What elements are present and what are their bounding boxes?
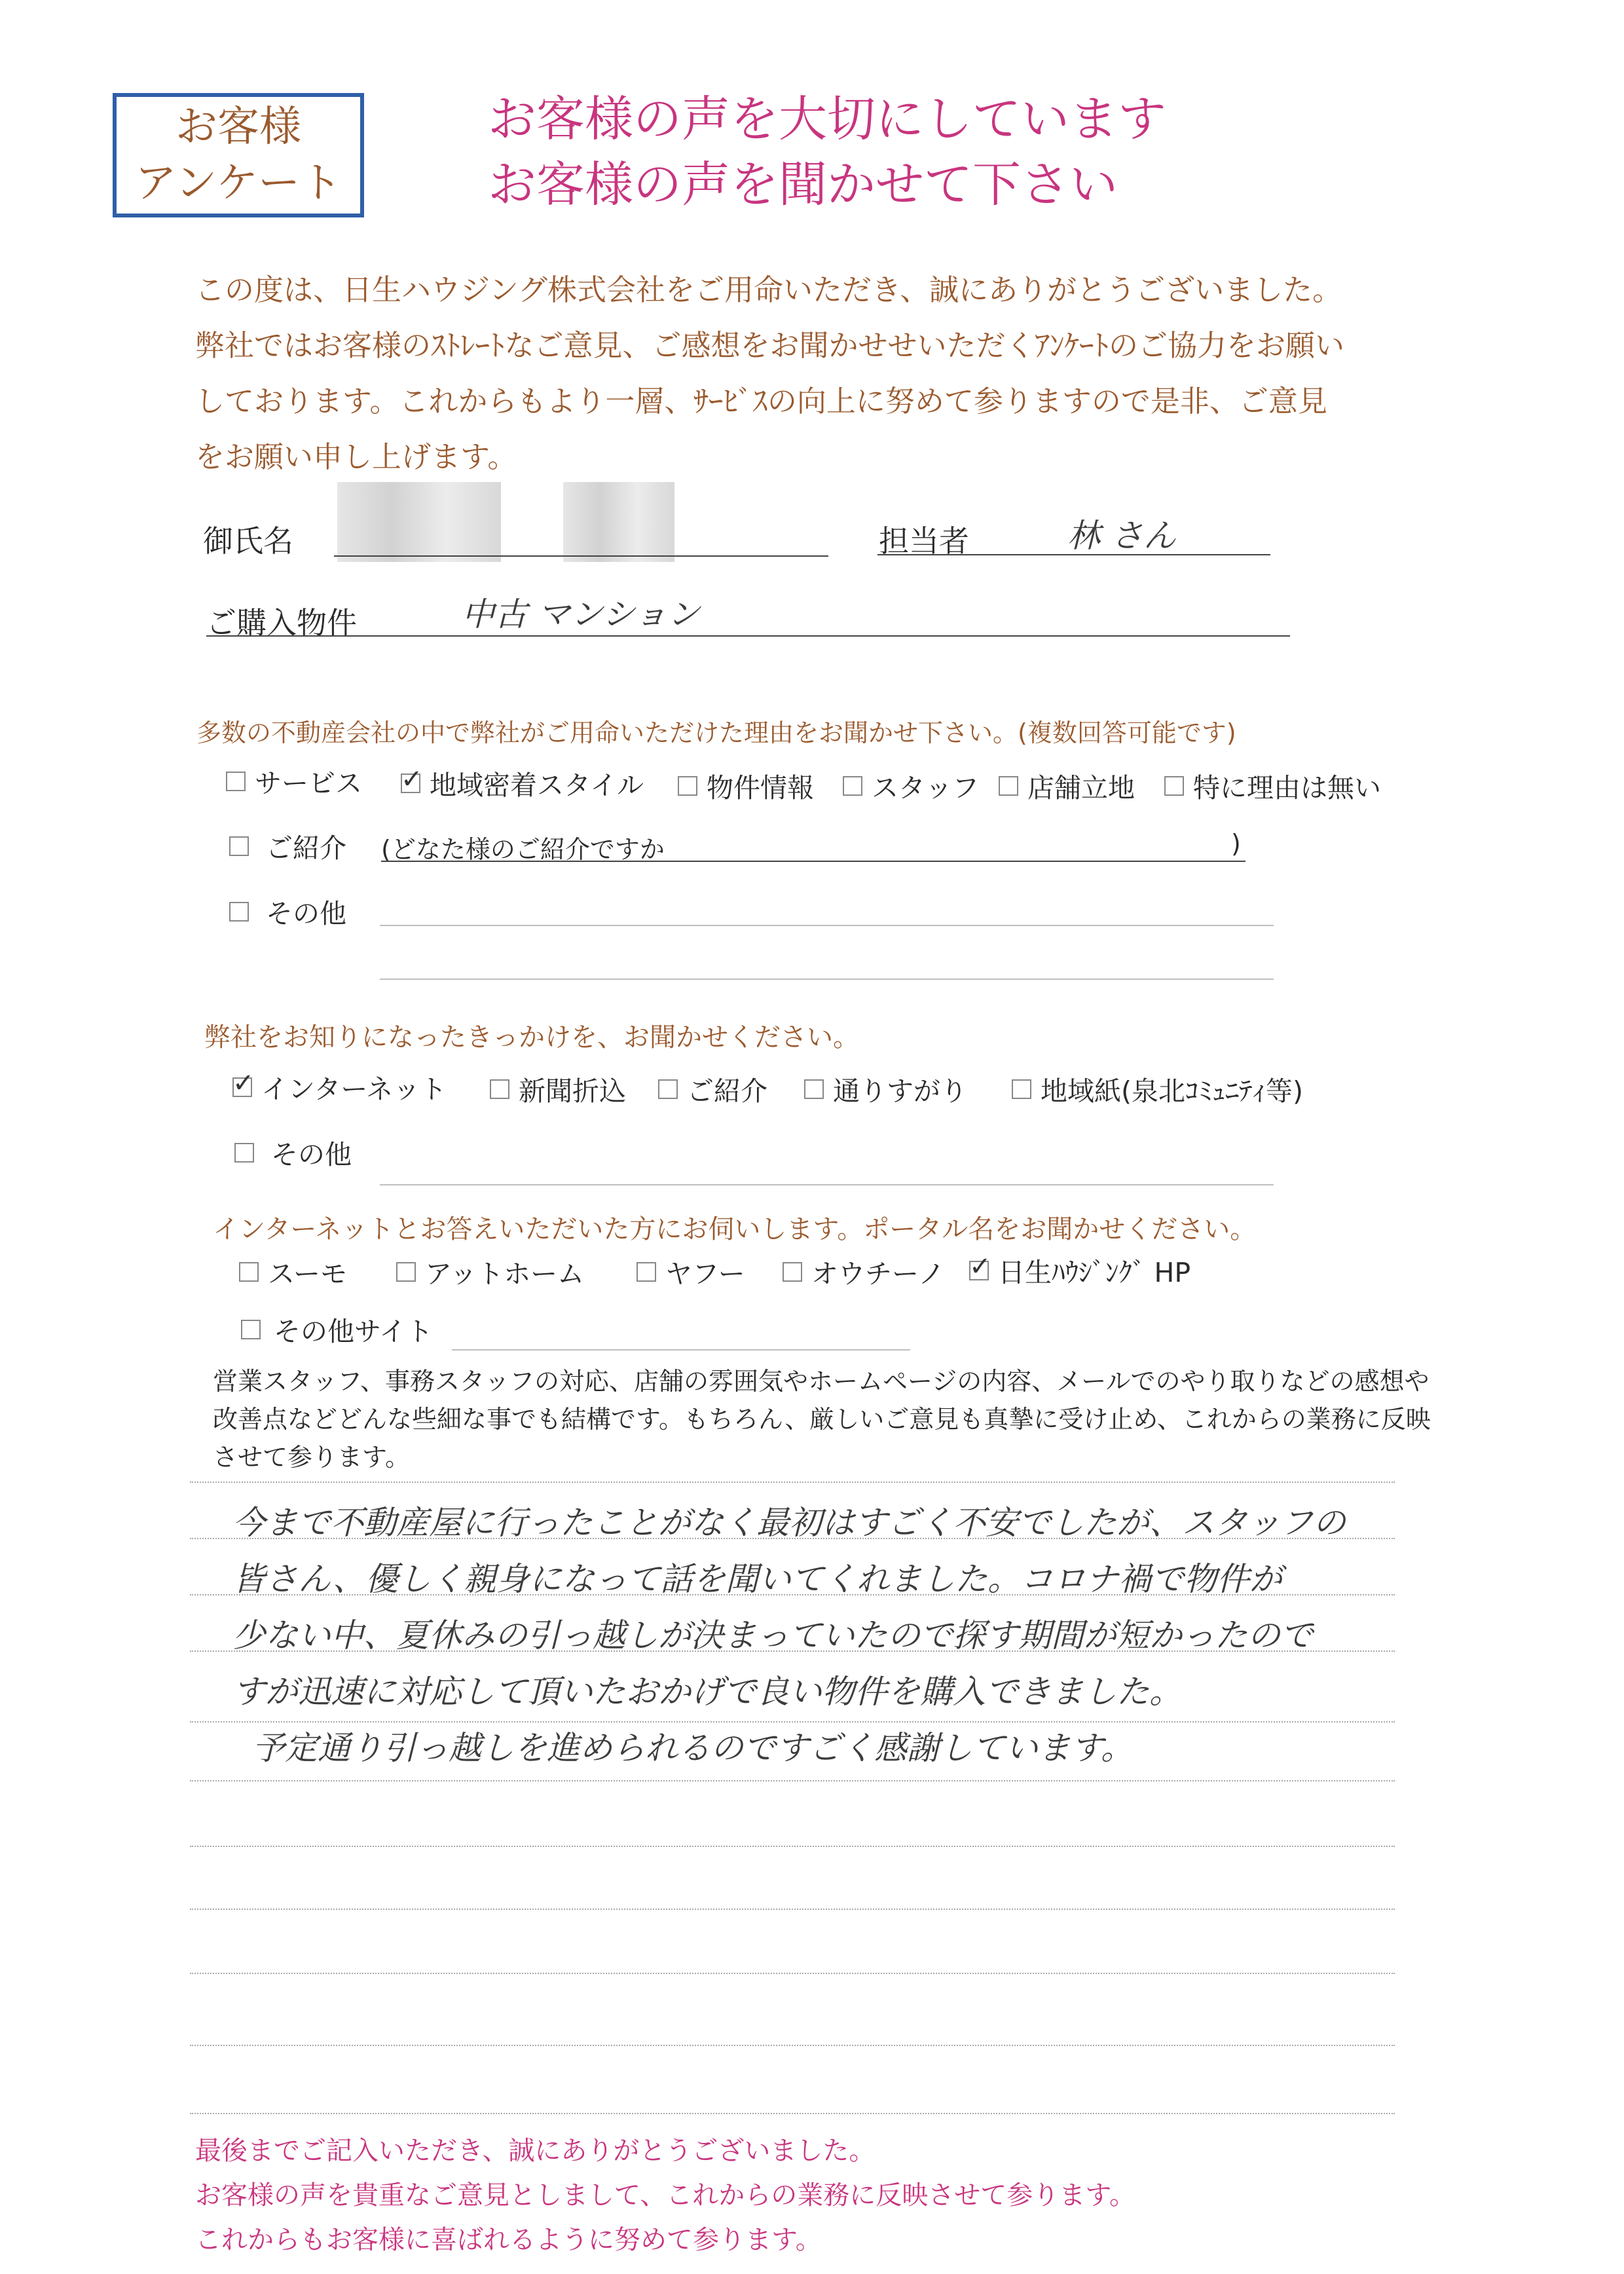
- option-label: その他サイト: [274, 1316, 434, 1347]
- q4-prompt-line: 営業スタッフ、事務スタッフの対応、店舗の雰囲気やホームページの内容、メールでのやり取りなどの感想や: [213, 1367, 1430, 1396]
- headline-line2: お客様の声を聞かせて下さい: [488, 157, 1118, 213]
- checkbox[interactable]: [490, 1079, 509, 1099]
- checkbox[interactable]: [678, 776, 697, 796]
- label-box-line2: アンケート: [134, 159, 342, 208]
- referral-field[interactable]: [381, 861, 1246, 862]
- answer-line: 少ない中、夏休みの引っ越しが決まっていたので探す期間が短かったので: [232, 1616, 1313, 1654]
- q3-option-nissei-hp[interactable]: [969, 1251, 1190, 1290]
- checkbox[interactable]: [234, 1143, 254, 1163]
- staff-field[interactable]: [877, 554, 1270, 555]
- option-label: サービス: [255, 768, 362, 799]
- ruled-line: [190, 2113, 1395, 2114]
- q1-option-staff[interactable]: [843, 766, 979, 805]
- q4-answer: [232, 1495, 1411, 1776]
- ruled-line: [190, 1846, 1395, 1847]
- intro-text: [195, 262, 1505, 485]
- checkbox[interactable]: [783, 1262, 802, 1282]
- label-box-line1: お客様: [175, 103, 301, 151]
- ruled-line: [190, 1780, 1395, 1781]
- q4-prompt-line: 改善点などどんな些細な事でも結構です。もちろん、厳しいご意見も真摯に受け止め、これからの業務に反映: [213, 1405, 1431, 1434]
- staff-value: 林 さん: [1067, 517, 1176, 555]
- other-field-line[interactable]: [380, 979, 1274, 980]
- checkbox[interactable]: [241, 1320, 261, 1339]
- q2-option-other[interactable]: [234, 1133, 352, 1172]
- property-field[interactable]: [206, 635, 1290, 637]
- answer-line: 今まで不動産屋に行ったことがなく最初はすごく不安でしたが、スタッフの: [232, 1504, 1346, 1542]
- survey-label-box: [113, 93, 364, 217]
- option-label: 地域密着スタイル: [430, 770, 644, 801]
- option-label: ご紹介: [266, 832, 346, 864]
- q4-prompt-line: させて参ります。: [213, 1443, 410, 1472]
- answer-line: すが迅速に対応して頂いたおかげで良い物件を購入できました。: [232, 1673, 1182, 1711]
- q1-option-referral[interactable]: [229, 827, 346, 865]
- ruled-line: [190, 1482, 1395, 1483]
- referral-prompt: (どなた様のご紹介ですか: [381, 835, 665, 864]
- checkbox[interactable]: [637, 1262, 656, 1282]
- checkbox[interactable]: [1012, 1079, 1031, 1099]
- intro-line: 弊社ではお客様のｽﾄﾚｰﾄなご意見、ご感想をお聞かせせいただくｱﾝｹｰﾄのご協力をお願い: [195, 328, 1345, 363]
- option-label: 特に理由は無い: [1193, 772, 1381, 804]
- intro-line: この度は、日生ハウジング株式会社をご用命いただき、誠にありがとうございました。: [195, 272, 1342, 307]
- checkbox[interactable]: [1164, 776, 1184, 796]
- footer-line: これからもお客様に喜ばれるように努めて参ります。: [195, 2225, 822, 2255]
- answer-line: 予定通り引っ越しを進められるのですごく感謝しています。: [252, 1729, 1134, 1767]
- q3-other-field[interactable]: [452, 1349, 910, 1351]
- checkbox[interactable]: [396, 1262, 416, 1282]
- option-label: インターネット: [261, 1073, 447, 1105]
- q1-option-local-style[interactable]: [401, 764, 644, 802]
- q3-option-athome[interactable]: [396, 1252, 584, 1291]
- checkbox-checked[interactable]: [401, 774, 420, 793]
- option-label: その他: [271, 1139, 352, 1170]
- q2-option-local-paper[interactable]: [1012, 1070, 1303, 1108]
- option-label: ご紹介: [687, 1075, 767, 1107]
- redacted-name: [563, 482, 674, 562]
- option-label: 店舗立地: [1027, 772, 1135, 804]
- option-label: その他: [266, 898, 346, 929]
- footer-line: お客様の声を貴重なご意見としまして、これからの業務に反映させて参ります。: [195, 2180, 1135, 2210]
- q1-option-other[interactable]: [229, 892, 346, 931]
- checkbox[interactable]: [658, 1079, 678, 1099]
- headline-line1: お客様の声を大切にしています: [488, 91, 1166, 147]
- q2-option-newspaper[interactable]: [490, 1070, 626, 1108]
- checkbox[interactable]: [804, 1079, 824, 1099]
- footer-line: 最後までご記入いただき、誠にありがとうございました。: [195, 2136, 876, 2166]
- referral-close: ): [1231, 829, 1241, 858]
- checkbox[interactable]: [229, 902, 249, 922]
- checkbox[interactable]: [999, 776, 1018, 796]
- q3-option-suumo[interactable]: [239, 1252, 347, 1291]
- q4-prompt: [213, 1362, 1522, 1476]
- q3-option-yahoo[interactable]: [637, 1252, 745, 1291]
- option-label: 通りすがり: [833, 1075, 967, 1107]
- q3-option-ouchino[interactable]: [783, 1252, 945, 1291]
- option-label: 物件情報: [707, 772, 814, 804]
- name-label: 御氏名: [203, 523, 293, 559]
- checkbox[interactable]: [239, 1262, 259, 1282]
- q2-question: 弊社をお知りになったきっかけを、お聞かせください。: [204, 1022, 859, 1053]
- option-label: スタッフ: [872, 772, 979, 804]
- q1-option-no-reason[interactable]: [1164, 766, 1381, 805]
- redacted-name: [337, 482, 501, 562]
- q3-question: インターネットとお答えいただいた方にお伺いします。ポータル名をお聞かせください。: [213, 1214, 1257, 1244]
- option-label: オウチーノ: [811, 1258, 946, 1290]
- checkbox[interactable]: [843, 776, 862, 796]
- property-value: 中古 マンション: [462, 595, 700, 633]
- checkbox[interactable]: [226, 772, 246, 791]
- ruled-line: [190, 1973, 1395, 1974]
- option-label: 新聞折込: [519, 1075, 626, 1107]
- q3-option-other-site[interactable]: [241, 1310, 433, 1349]
- staff-label: 担当者: [879, 523, 969, 559]
- footer: [195, 2129, 1505, 2262]
- q2-other-field[interactable]: [380, 1184, 1274, 1185]
- ruled-line: [190, 1909, 1395, 1910]
- option-label: 日生ﾊｳｼﾞﾝｸﾞ HP: [998, 1257, 1191, 1288]
- q1-option-store-location[interactable]: [999, 766, 1135, 805]
- option-label: 地域紙(泉北ｺﾐｭﾆﾃｨ等): [1041, 1075, 1303, 1107]
- option-label: ヤフー: [665, 1258, 745, 1290]
- checkbox[interactable]: [229, 836, 249, 856]
- checkbox-checked[interactable]: [232, 1077, 252, 1097]
- other-field-line[interactable]: [380, 925, 1274, 926]
- ruled-line: [190, 2045, 1395, 2046]
- q1-option-property-info[interactable]: [678, 766, 814, 805]
- q1-question: 多数の不動産会社の中で弊社がご用命いただけた理由をお聞かせ下さい。(複数回答可能です): [196, 718, 1236, 747]
- headline: [488, 86, 1166, 217]
- q2-option-internet[interactable]: [232, 1068, 447, 1106]
- answer-line: 皆さん、優しく親身になって話を聞いてくれました。コロナ禍で物件が: [232, 1560, 1282, 1598]
- option-label: アットホーム: [425, 1258, 585, 1290]
- name-field[interactable]: [334, 555, 828, 557]
- option-label: スーモ: [268, 1258, 347, 1290]
- q2-option-passing-by[interactable]: [804, 1070, 967, 1108]
- q2-option-referral[interactable]: [658, 1070, 767, 1108]
- intro-line: しております。これからもより一層、ｻｰﾋﾞｽの向上に努めて参りますので是非、ご意見: [195, 384, 1327, 419]
- property-label: ご購入物件: [206, 605, 357, 641]
- q1-option-service[interactable]: [226, 762, 362, 800]
- intro-line: をお願い申し上げます。: [195, 439, 517, 474]
- checkbox-checked[interactable]: [969, 1261, 989, 1280]
